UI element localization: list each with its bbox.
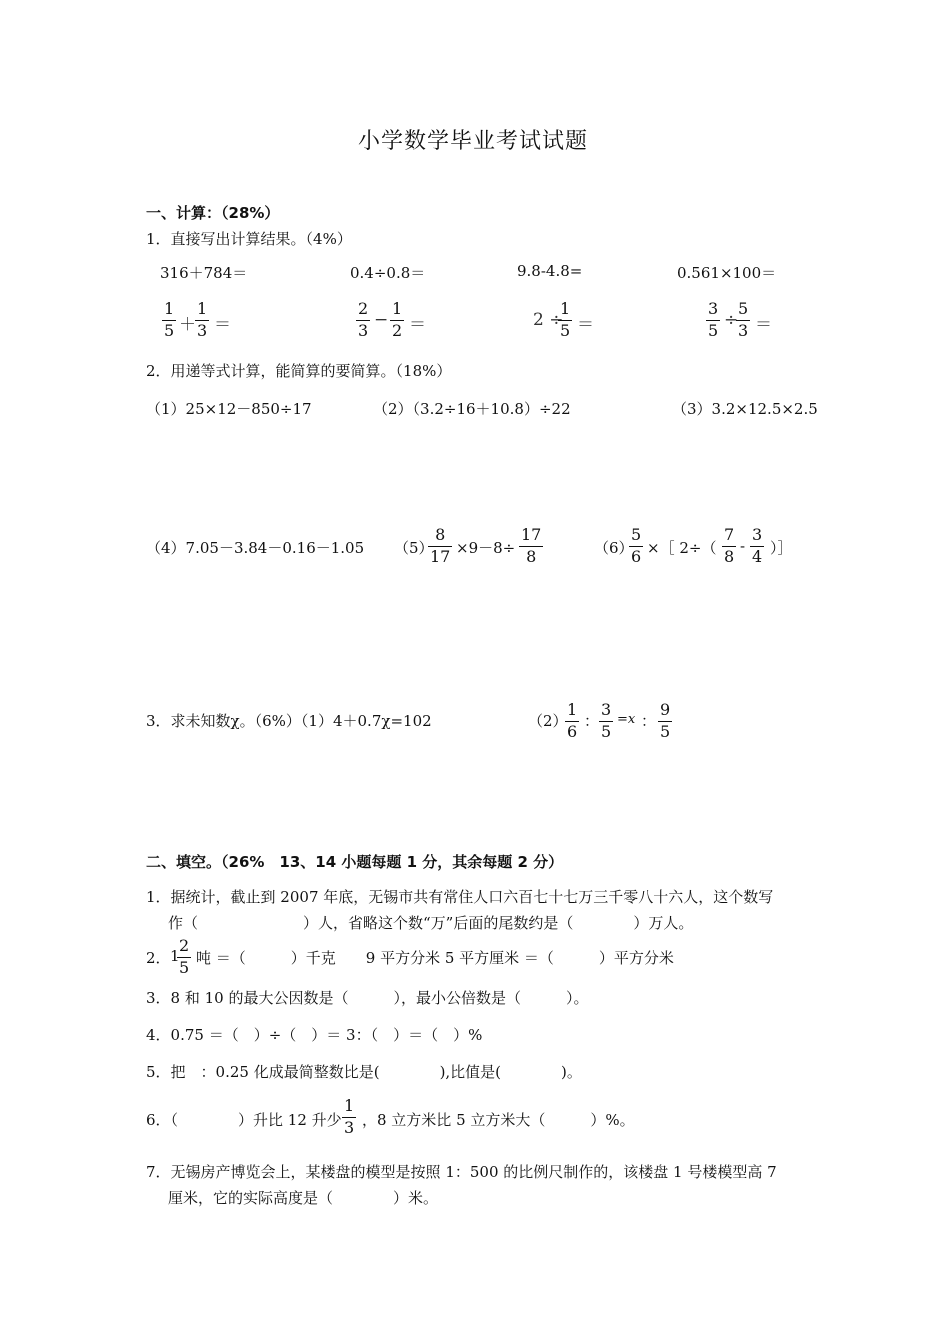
calc2-item-6-mid: ×［ 2÷（ — [647, 539, 717, 557]
fill-q2-whole: 1 — [170, 947, 180, 965]
section-1-header: 一、计算：（28%） — [146, 204, 280, 222]
question-2-label: 2．用递等式计算，能简算的要简算。（18%） — [146, 362, 452, 380]
fraction-1b: 1 3 — [197, 299, 208, 340]
operator-plus: ＋ — [179, 315, 196, 335]
equals-sign: ＝ — [755, 315, 772, 335]
calc2-item-5-mid: ×9－8÷ — [456, 539, 516, 557]
fill-q5: 5．把 ：0.25 化成最简整数比是( ),比值是( )。 — [146, 1063, 582, 1081]
q3-colon-2: ： — [641, 712, 657, 730]
fraction-q3c: 9 5 — [660, 700, 671, 741]
q3-part2-prefix: （2） — [528, 712, 568, 730]
calc2-item-1: （1）25×12－850÷17 — [146, 400, 312, 418]
section-2-header: 二、填空。（26% 13、14 小题每题 1 分，其余每题 2 分） — [146, 853, 564, 871]
operator-minus: − — [374, 310, 389, 330]
calc-item-1: 316＋784＝ — [160, 264, 248, 282]
fraction-3b: 1 5 — [560, 299, 571, 340]
fill-q6-prefix: 6．（ ）升比 12 升少 — [146, 1111, 342, 1129]
equals-sign: ＝ — [214, 315, 231, 335]
fraction-fill-q6: 1 3 — [344, 1096, 355, 1137]
fill-q4: 4．0.75 ＝（ ）÷（ ）＝ 3：（ ）＝（ ）% — [146, 1026, 483, 1044]
calc2-item-6-end: ）］ — [770, 539, 793, 557]
fraction-4b: 5 3 — [738, 299, 749, 340]
fill-q7-line-2: 厘米，它的实际高度是（ ）米。 — [168, 1189, 439, 1207]
fraction-fill-q2: 2 5 — [179, 936, 190, 977]
operator-divide: ÷ — [724, 310, 739, 330]
calc-item-2: 0.4÷0.8＝ — [350, 264, 426, 282]
page-title: 小学数学毕业考试试题 — [358, 129, 589, 154]
fraction-3-prefix: 2 ÷ — [533, 310, 564, 330]
question-1-label: 1．直接写出计算结果。（4%） — [146, 230, 352, 248]
fraction-4a: 3 5 — [708, 299, 719, 340]
calc2-item-4: （4）7.05－3.84－0.16－1.05 — [146, 539, 365, 557]
calc2-item-6-prefix: （6） — [594, 539, 634, 557]
calc2-item-6-minus: - — [740, 537, 746, 555]
q3-equals-x: =x — [617, 712, 636, 727]
fraction-5a: 8 17 — [430, 525, 451, 566]
fill-q7-line-1: 7．无锡房产博览会上，某楼盘的模型是按照 1：500 的比例尺制作的，该楼盘 1 号楼模型高 7 — [146, 1163, 777, 1181]
fraction-6c: 3 4 — [752, 525, 763, 566]
fraction-5b: 17 8 — [521, 525, 542, 566]
fill-q1-line-2: 作（ ）人，省略这个数“万”后面的尾数约是（ ）万人。 — [168, 914, 694, 932]
fraction-q3a: 1 6 — [567, 700, 578, 741]
question-3-label: 3．求未知数χ。（6%）（1）4＋0.7χ=102 — [146, 712, 432, 730]
q3-colon-1: ： — [584, 712, 600, 730]
fraction-6b: 7 8 — [724, 525, 735, 566]
fraction-1a: 1 5 — [164, 299, 175, 340]
calc2-item-2: （2）（3.2÷16＋10.8）÷22 — [373, 400, 571, 418]
equals-sign: ＝ — [409, 315, 426, 335]
fill-q1-line-1: 1．据统计，截止到 2007 年底，无锡市共有常住人口六百七十七万三千零八十六人，这个数写 — [146, 888, 774, 906]
fraction-2a: 2 3 — [358, 299, 369, 340]
equals-sign: ＝ — [577, 315, 594, 335]
fill-q6-rest: ，8 立方米比 5 立方米大（ ）%。 — [362, 1111, 635, 1129]
calc2-item-5-prefix: （5） — [394, 539, 434, 557]
calc2-item-3: （3）3.2×12.5×2.5 — [672, 400, 818, 418]
fraction-6a: 5 6 — [631, 525, 642, 566]
fill-q3: 3．8 和 10 的最大公因数是（ ），最小公倍数是（ ）。 — [146, 989, 589, 1007]
calc-item-3: 9.8-4.8= — [517, 262, 583, 280]
fraction-q3b: 3 5 — [601, 700, 612, 741]
fill-q2-rest: 吨 ＝（ ）千克 9 平方分米 5 平方厘米 ＝（ ）平方分米 — [196, 949, 674, 967]
fill-q2-prefix: 2． — [146, 949, 171, 967]
calc-item-4: 0.561×100＝ — [677, 264, 777, 282]
fraction-2b: 1 2 — [392, 299, 403, 340]
